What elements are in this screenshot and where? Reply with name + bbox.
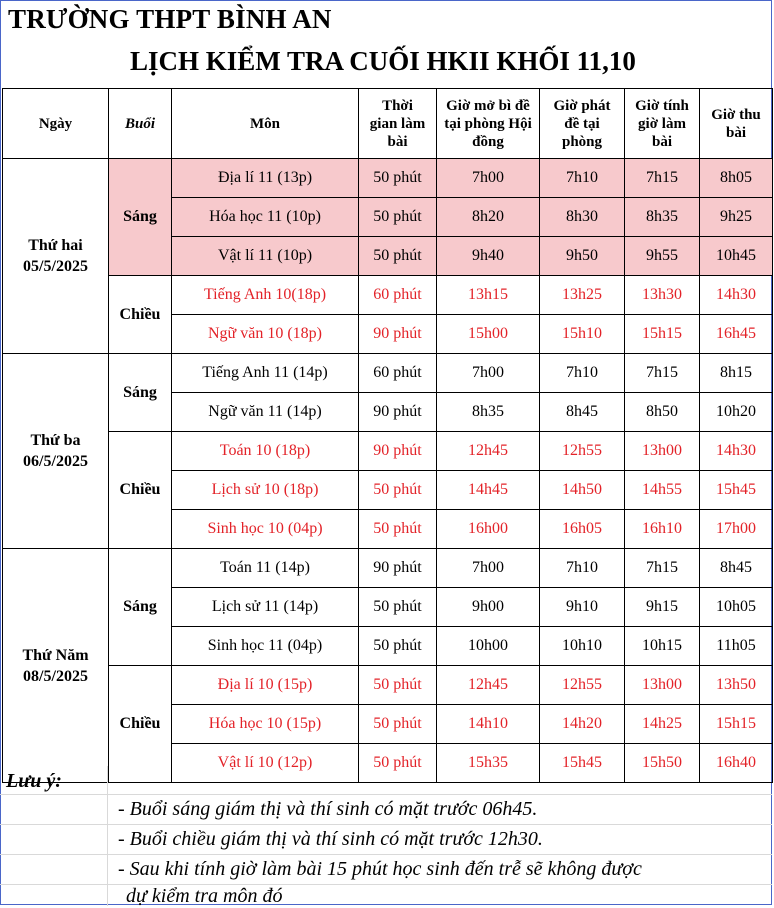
distribute-time-cell: 14h50 xyxy=(540,471,625,510)
open-time-cell: 7h00 xyxy=(437,159,540,198)
header-gio-tinh-line1: Giờ tính xyxy=(635,97,689,114)
duration-cell: 90 phút xyxy=(359,432,437,471)
distribute-time-cell: 15h45 xyxy=(540,744,625,783)
day-cell-thursday xyxy=(3,549,109,783)
table-row xyxy=(3,159,773,198)
table-row xyxy=(3,432,773,471)
open-time-cell: 7h00 xyxy=(437,549,540,588)
sheet-gridline xyxy=(0,824,772,825)
open-time-cell: 12h45 xyxy=(437,666,540,705)
header-gio-tinh-line2: giờ làm xyxy=(638,115,686,132)
start-time-cell: 7h15 xyxy=(625,354,700,393)
header-gio-thu-line2: bài xyxy=(725,124,746,141)
subject-cell: Ngữ văn 11 (14p) xyxy=(172,393,359,432)
start-time-cell: 7h15 xyxy=(625,549,700,588)
header-gio-mo-line2: tại phòng Hội xyxy=(444,115,532,132)
note-line-2: - Buổi chiều giám thị và thí sinh có mặt trước 12h30. xyxy=(118,828,543,850)
table-row xyxy=(3,354,773,393)
note-line-4: dự kiểm tra môn đó xyxy=(126,885,283,907)
sheet-gridline xyxy=(0,854,772,855)
start-time-cell: 7h15 xyxy=(625,159,700,198)
day-cell-monday xyxy=(3,159,109,354)
start-time-cell: 14h25 xyxy=(625,705,700,744)
duration-cell: 50 phút xyxy=(359,237,437,276)
duration-cell: 90 phút xyxy=(359,393,437,432)
subject-cell: Tiếng Anh 10(18p) xyxy=(172,276,359,315)
collect-time-cell: 17h00 xyxy=(700,510,773,549)
subject-cell: Vật lí 11 (10p) xyxy=(172,237,359,276)
distribute-time-cell: 12h55 xyxy=(540,666,625,705)
start-time-cell: 8h50 xyxy=(625,393,700,432)
start-time-cell: 9h55 xyxy=(625,237,700,276)
collect-time-cell: 10h20 xyxy=(700,393,773,432)
open-time-cell: 9h00 xyxy=(437,588,540,627)
collect-time-cell: 10h05 xyxy=(700,588,773,627)
day-name: Thứ hai xyxy=(28,237,83,254)
header-gio-thu-line1: Giờ thu xyxy=(711,106,761,123)
note-line-3: - Sau khi tính giờ làm bài 15 phút học sinh đến trễ sẽ không được xyxy=(118,858,642,880)
distribute-time-cell: 7h10 xyxy=(540,549,625,588)
open-time-cell: 14h10 xyxy=(437,705,540,744)
distribute-time-cell: 10h10 xyxy=(540,627,625,666)
day-date: 08/5/2025 xyxy=(23,667,88,685)
header-thoi-gian-line3: bài xyxy=(387,133,408,150)
header-thoi-gian-line1: Thời xyxy=(382,97,413,114)
start-time-cell: 13h30 xyxy=(625,276,700,315)
day-date: 06/5/2025 xyxy=(23,453,88,470)
subject-cell: Toán 10 (18p) xyxy=(172,432,359,471)
collect-time-cell: 8h15 xyxy=(700,354,773,393)
open-time-cell: 16h00 xyxy=(437,510,540,549)
open-time-cell: 8h20 xyxy=(437,198,540,237)
start-time-cell: 10h15 xyxy=(625,627,700,666)
day-cell-tuesday xyxy=(3,354,109,549)
open-time-cell: 10h00 xyxy=(437,627,540,666)
session-sang: Sáng xyxy=(109,159,172,276)
duration-cell: 90 phút xyxy=(359,549,437,588)
header-gio-mo xyxy=(437,89,540,159)
duration-cell: 50 phút xyxy=(359,666,437,705)
header-gio-phat-line2: đề tại xyxy=(564,115,600,132)
sheet-gridline xyxy=(0,794,772,795)
subject-cell: Sinh học 11 (04p) xyxy=(172,627,359,666)
open-time-cell: 8h35 xyxy=(437,393,540,432)
header-gio-mo-line1: Giờ mở bì đề xyxy=(446,97,530,114)
collect-time-cell: 8h45 xyxy=(700,549,773,588)
start-time-cell: 13h00 xyxy=(625,666,700,705)
header-gio-phat-line3: phòng xyxy=(561,133,603,150)
distribute-time-cell: 7h10 xyxy=(540,354,625,393)
table-row xyxy=(3,666,773,705)
open-time-cell: 13h15 xyxy=(437,276,540,315)
distribute-time-cell: 12h55 xyxy=(540,432,625,471)
distribute-time-cell: 13h25 xyxy=(540,276,625,315)
distribute-time-cell: 9h10 xyxy=(540,588,625,627)
open-time-cell: 12h45 xyxy=(437,432,540,471)
subject-cell: Ngữ văn 10 (18p) xyxy=(172,315,359,354)
table-row xyxy=(3,549,773,588)
duration-cell: 50 phút xyxy=(359,198,437,237)
subject-cell: Tiếng Anh 11 (14p) xyxy=(172,354,359,393)
subject-cell: Vật lí 10 (12p) xyxy=(172,744,359,783)
note-line-1: - Buổi sáng giám thị và thí sinh có mặt trước 06h45. xyxy=(118,798,538,820)
duration-cell: 60 phút xyxy=(359,276,437,315)
sheet-gridline xyxy=(0,884,772,885)
collect-time-cell: 10h45 xyxy=(700,237,773,276)
session-sang: Sáng xyxy=(109,354,172,432)
session-chieu: Chiều xyxy=(109,432,172,549)
header-gio-tinh-line3: bài xyxy=(651,133,672,150)
open-time-cell: 14h45 xyxy=(437,471,540,510)
collect-time-cell: 8h05 xyxy=(700,159,773,198)
header-gio-mo-line3: đồng xyxy=(472,133,504,150)
session-chieu: Chiều xyxy=(109,276,172,354)
collect-time-cell: 15h45 xyxy=(700,471,773,510)
day-name: Thứ ba xyxy=(30,432,81,449)
subject-cell: Lịch sử 10 (18p) xyxy=(172,471,359,510)
collect-time-cell: 9h25 xyxy=(700,198,773,237)
distribute-time-cell: 14h20 xyxy=(540,705,625,744)
header-ngay: Ngày xyxy=(3,89,109,159)
day-date: 05/5/2025 xyxy=(23,258,88,275)
distribute-time-cell: 15h10 xyxy=(540,315,625,354)
header-buoi: Buổi xyxy=(109,89,172,159)
start-time-cell: 8h35 xyxy=(625,198,700,237)
subject-cell: Hóa học 11 (10p) xyxy=(172,198,359,237)
distribute-time-cell: 16h05 xyxy=(540,510,625,549)
subject-cell: Địa lí 10 (15p) xyxy=(172,666,359,705)
collect-time-cell: 16h45 xyxy=(700,315,773,354)
sheet-gridline xyxy=(107,766,108,906)
distribute-time-cell: 8h30 xyxy=(540,198,625,237)
collect-time-cell: 14h30 xyxy=(700,432,773,471)
subject-cell: Hóa học 10 (15p) xyxy=(172,705,359,744)
open-time-cell: 9h40 xyxy=(437,237,540,276)
subject-cell: Lịch sử 11 (14p) xyxy=(172,588,359,627)
duration-cell: 50 phút xyxy=(359,744,437,783)
start-time-cell: 14h55 xyxy=(625,471,700,510)
collect-time-cell: 14h30 xyxy=(700,276,773,315)
start-time-cell: 16h10 xyxy=(625,510,700,549)
exam-schedule-table xyxy=(2,88,773,783)
header-thoi-gian xyxy=(359,89,437,159)
duration-cell: 50 phút xyxy=(359,627,437,666)
duration-cell: 50 phút xyxy=(359,588,437,627)
start-time-cell: 15h50 xyxy=(625,744,700,783)
start-time-cell: 15h15 xyxy=(625,315,700,354)
distribute-time-cell: 8h45 xyxy=(540,393,625,432)
open-time-cell: 15h35 xyxy=(437,744,540,783)
session-chieu: Chiều xyxy=(109,666,172,783)
duration-cell: 50 phút xyxy=(359,471,437,510)
collect-time-cell: 16h40 xyxy=(700,744,773,783)
duration-cell: 50 phút xyxy=(359,705,437,744)
start-time-cell: 13h00 xyxy=(625,432,700,471)
subject-cell: Địa lí 11 (13p) xyxy=(172,159,359,198)
distribute-time-cell: 9h50 xyxy=(540,237,625,276)
collect-time-cell: 13h50 xyxy=(700,666,773,705)
header-gio-phat xyxy=(540,89,625,159)
header-thoi-gian-line2: gian làm xyxy=(369,115,426,132)
notes-section xyxy=(0,766,772,906)
header-gio-phat-line1: Giờ phát xyxy=(553,97,611,114)
duration-cell: 50 phút xyxy=(359,510,437,549)
collect-time-cell: 11h05 xyxy=(700,627,773,666)
duration-cell: 50 phút xyxy=(359,159,437,198)
header-gio-thu xyxy=(700,89,773,159)
schedule-title: LỊCH KIỂM TRA CUỐI HKII KHỐI 11,10 xyxy=(130,46,636,76)
duration-cell: 90 phút xyxy=(359,315,437,354)
subject-cell: Sinh học 10 (04p) xyxy=(172,510,359,549)
duration-cell: 60 phút xyxy=(359,354,437,393)
distribute-time-cell: 7h10 xyxy=(540,159,625,198)
notes-label: Lưu ý: xyxy=(6,770,62,792)
subject-cell: Toán 11 (14p) xyxy=(172,549,359,588)
header-mon: Môn xyxy=(172,89,359,159)
school-name: TRƯỜNG THPT BÌNH AN xyxy=(8,4,332,34)
header-gio-tinh xyxy=(625,89,700,159)
open-time-cell: 7h00 xyxy=(437,354,540,393)
collect-time-cell: 15h15 xyxy=(700,705,773,744)
open-time-cell: 15h00 xyxy=(437,315,540,354)
session-sang: Sáng xyxy=(109,549,172,666)
start-time-cell: 9h15 xyxy=(625,588,700,627)
table-row xyxy=(3,276,773,315)
day-name: Thứ Năm xyxy=(22,646,89,664)
